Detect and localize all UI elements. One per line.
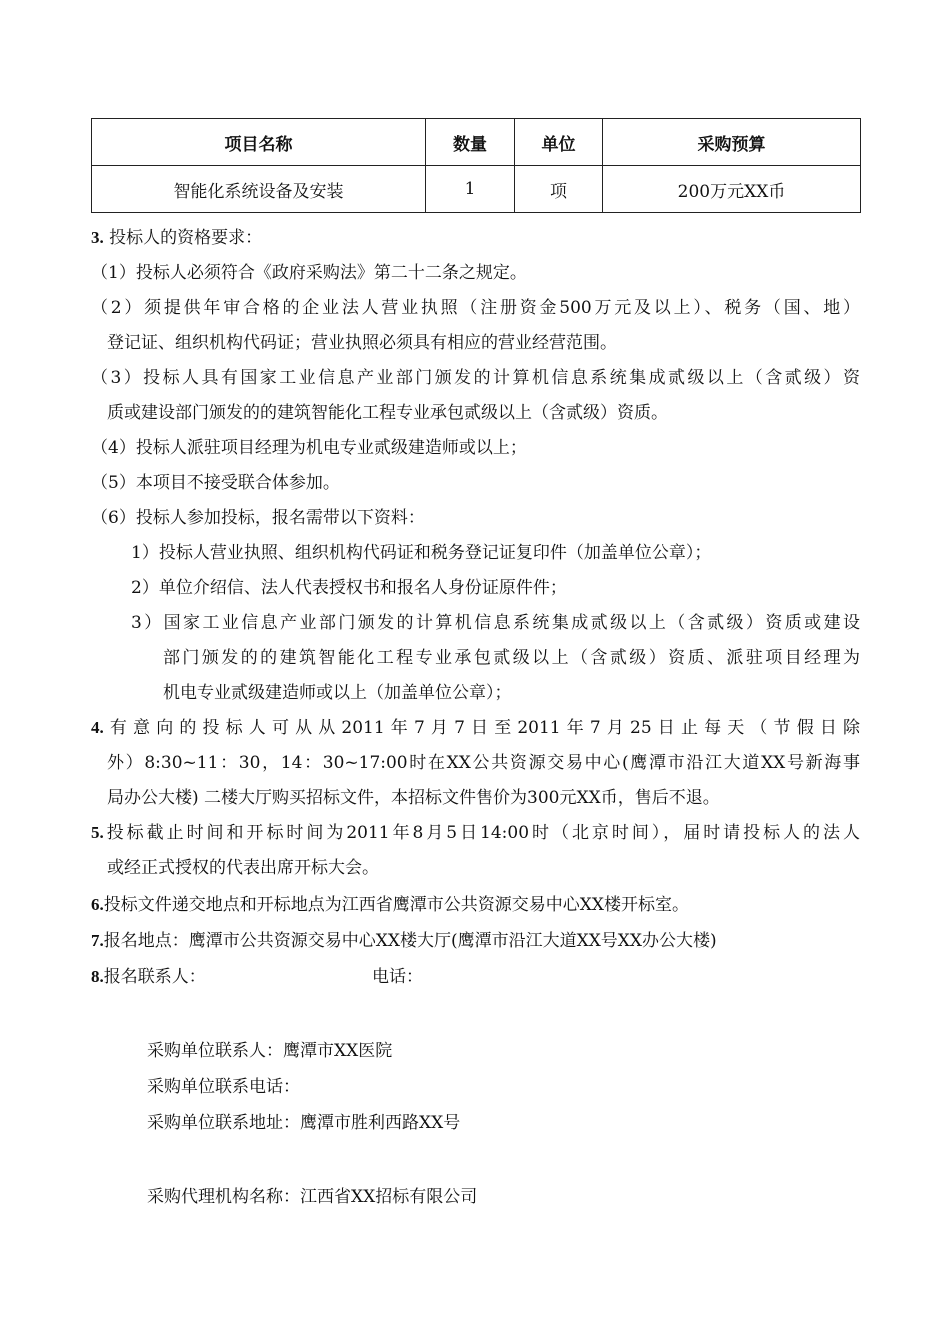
section-4-line-3: 局办公大楼) 二楼大厅购买招标文件，本招标文件售价为300元XX币，售后不退。	[107, 788, 720, 808]
cell-project-name: 智能化系统设备及安装	[92, 166, 426, 213]
material-3-line-1: 3）国家工业信息产业部门颁发的计算机信息系统集成贰级以上（含贰级）资质或建设	[131, 613, 860, 633]
header-quantity: 数量	[426, 119, 515, 166]
requirement-2-line-1: （2）须提供年审合格的企业法人营业执照（注册资金500万元及以上）、税务（国、地）	[91, 298, 860, 318]
section-title: 投标人的资格要求：	[103, 228, 263, 248]
section-number: 3.	[91, 228, 104, 247]
table-row	[92, 166, 861, 213]
requirement-2-line-2: 登记证、组织机构代码证；营业执照必须具有相应的营业经营范围。	[107, 333, 617, 353]
section-number: 6.	[91, 895, 104, 914]
agency-name: 采购代理机构名称：江西省XX招标有限公司	[147, 1187, 478, 1207]
cell-unit: 项	[515, 166, 603, 213]
section-number: 8.	[91, 967, 104, 986]
requirement-6: （6）投标人参加投标，报名需带以下资料：	[91, 508, 425, 528]
header-unit: 单位	[515, 119, 603, 166]
cell-budget: 200万元XX币	[603, 166, 861, 213]
header-budget: 采购预算	[603, 119, 861, 166]
requirement-3-line-1: （3）投标人具有国家工业信息产业部门颁发的计算机信息系统集成贰级以上（含贰级）资	[91, 368, 860, 388]
section-6-text: 投标文件递交地点和开标地点为江西省鹰潭市公共资源交易中心XX楼开标室。	[103, 895, 689, 915]
section-7-text: 报名地点：鹰潭市公共资源交易中心XX楼大厅(鹰潭市沿江大道XX号XX办公大楼)	[103, 931, 717, 951]
section-6	[91, 893, 689, 917]
requirement-1: （1）投标人必须符合《政府采购法》第二十二条之规定。	[91, 263, 527, 283]
section-4-line-1	[91, 716, 860, 740]
section-5-line-2: 或经正式授权的代表出席开标大会。	[107, 858, 379, 878]
section-4-line-2: 外）8:30~11：30，14：30~17:00时在XX公共资源交易中心(鹰潭市沿江大道XX号新海事	[107, 753, 860, 773]
purchaser-address: 采购单位联系地址：鹰潭市胜利西路XX号	[147, 1113, 461, 1133]
section-7	[91, 929, 717, 953]
section-8	[91, 965, 206, 989]
material-3-line-2: 部门颁发的的建筑智能化工程专业承包贰级以上（含贰级）资质、派驻项目经理为	[163, 648, 860, 668]
material-1: 1）投标人营业执照、组织机构代码证和税务登记证复印件（加盖单位公章）；	[131, 543, 712, 563]
purchaser-phone: 采购单位联系电话：	[147, 1077, 300, 1097]
section-number: 7.	[91, 931, 104, 950]
section-3-heading	[91, 226, 262, 250]
procurement-table	[91, 118, 861, 213]
material-3-line-3: 机电专业贰级建造师或以上（加盖单位公章）；	[163, 683, 512, 703]
table-header-row	[92, 119, 861, 166]
section-5-text: 投标截止时间和开标时间为2011年8月5日14:00时（北京时间），届时请投标人的法人	[103, 823, 860, 843]
requirement-4: （4）投标人派驻项目经理为机电专业贰级建造师或以上；	[91, 438, 527, 458]
requirement-3-line-2: 质或建设部门颁发的的建筑智能化工程专业承包贰级以上（含贰级）资质。	[107, 403, 668, 423]
section-number: 4.	[91, 718, 104, 737]
contact-label: 报名联系人：	[103, 967, 206, 987]
material-2: 2）单位介绍信、法人代表授权书和报名人身份证原件件；	[131, 578, 567, 598]
section-5-line-1	[91, 821, 860, 845]
phone-label: 电话：	[372, 967, 423, 987]
section-4-text: 有意向的投标人可从从2011年7月7日至2011年7月25日止每天（节假日除	[103, 718, 860, 738]
cell-quantity: 1	[426, 166, 515, 213]
purchaser-contact: 采购单位联系人：鹰潭市XX医院	[147, 1041, 393, 1061]
requirement-5: （5）本项目不接受联合体参加。	[91, 473, 340, 493]
header-project-name: 项目名称	[92, 119, 426, 166]
section-number: 5.	[91, 823, 104, 842]
